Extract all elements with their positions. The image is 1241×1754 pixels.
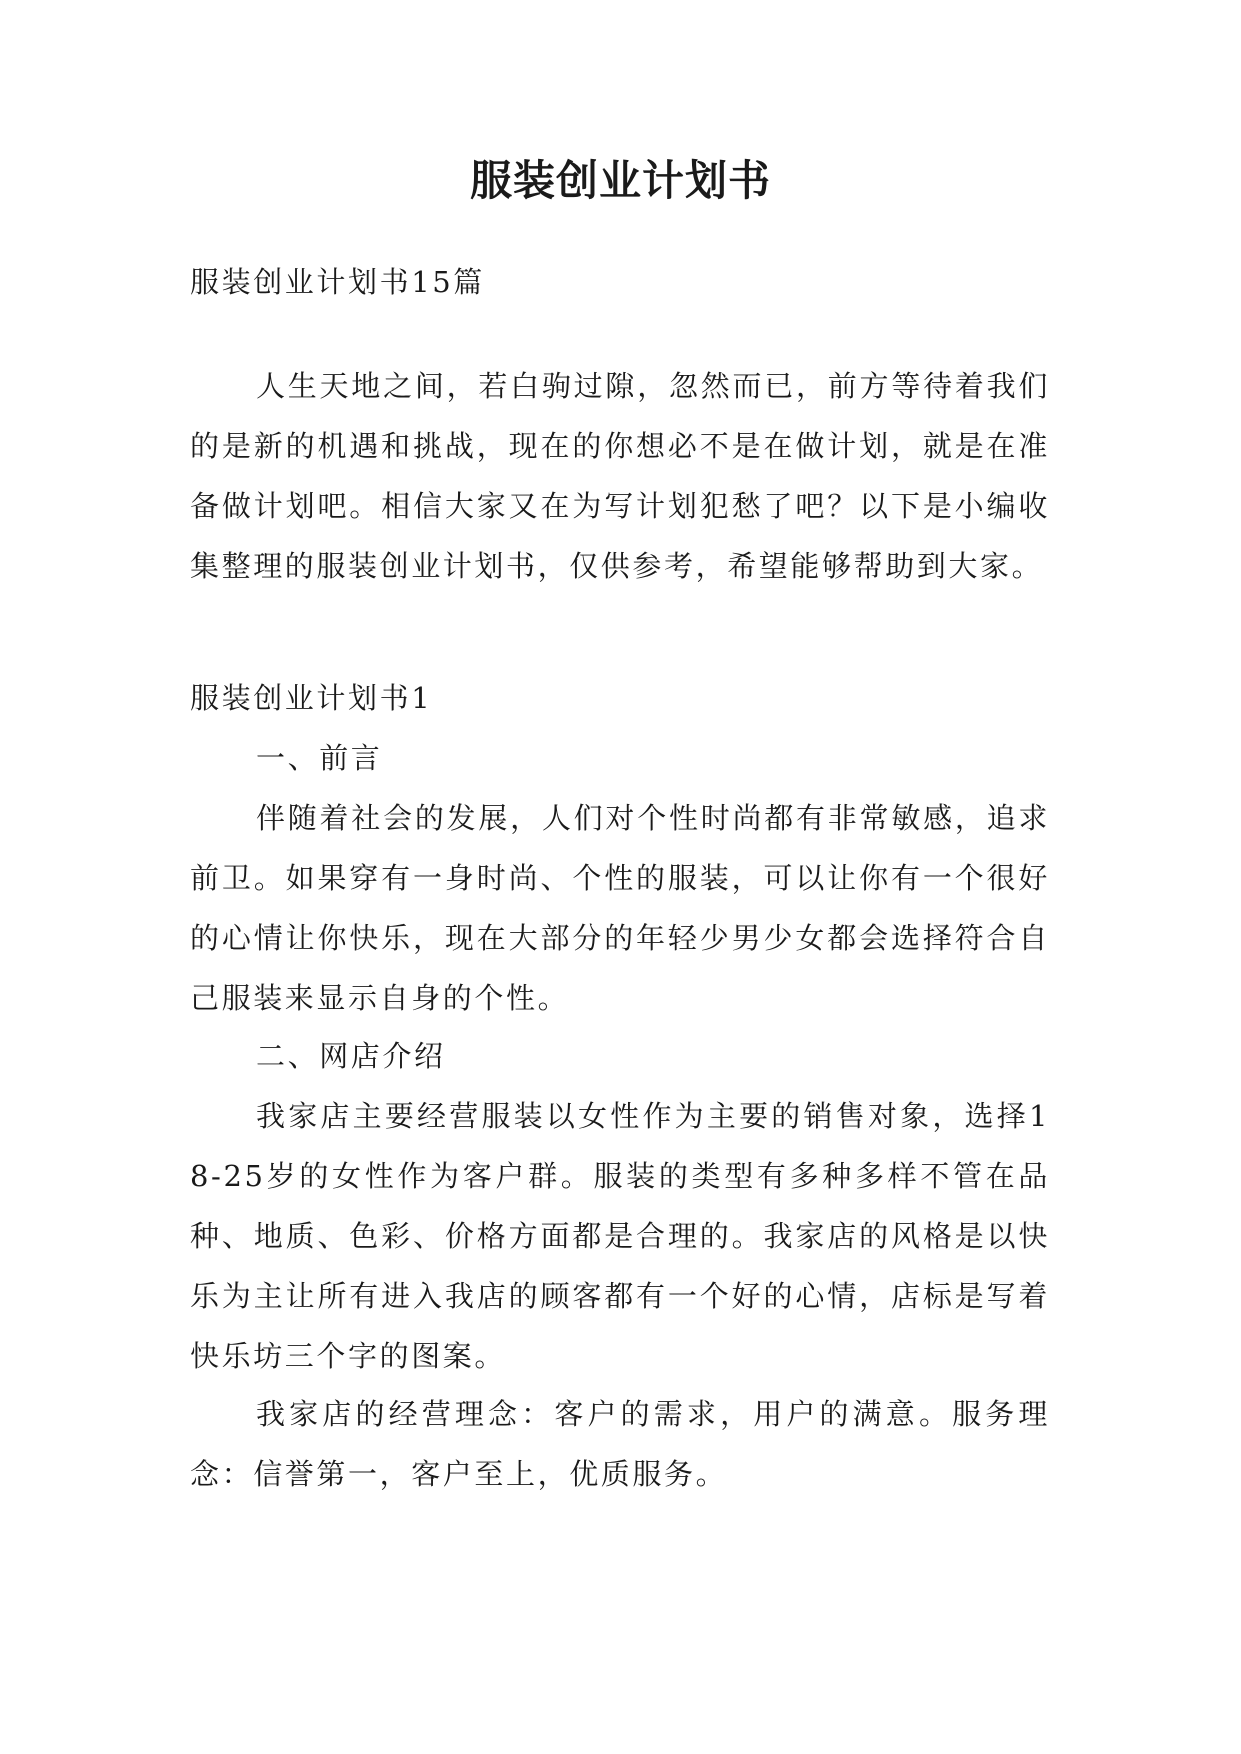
document-title: 服装创业计划书 — [469, 156, 771, 205]
part-two-heading: 二、网店介绍 — [256, 1039, 446, 1073]
part-two-paragraph-2: 我家店的经营理念：客户的需求，用户的满意。服务理念：信誉第一，客户至上，优质服务。 — [190, 1397, 1050, 1491]
part-one-paragraph: 伴随着社会的发展，人们对个性时尚都有非常敏感，追求前卫。如果穿有一身时尚、个性的服装，可以让你有一个很好的心情让你快乐，现在大部分的年轻少男少女都会选择符合自己服装来显示自身的个性。 — [190, 801, 1050, 1015]
document-subtitle: 服装创业计划书15篇 — [190, 265, 485, 299]
section-heading: 服装创业计划书1 — [190, 681, 433, 715]
part-one-heading: 一、前言 — [256, 741, 383, 775]
part-two-paragraph: 我家店主要经营服装以女性作为主要的销售对象，选择18-25岁的女性作为客户群。服装的类型有多种多样不管在品种、地质、色彩、价格方面都是合理的。我家店的风格是以快乐为主让所有进入我店的顾客都有一个好的心情，店标是写着快乐坊三个字的图案。 — [190, 1099, 1050, 1373]
intro-paragraph: 人生天地之间，若白驹过隙，忽然而已，前方等待着我们的是新的机遇和挑战，现在的你想必不是在做计划，就是在准备做计划吧。相信大家又在为写计划犯愁了吧？以下是小编收集整理的服装创业计划书，仅供参考，希望能够帮助到大家。 — [190, 369, 1050, 583]
